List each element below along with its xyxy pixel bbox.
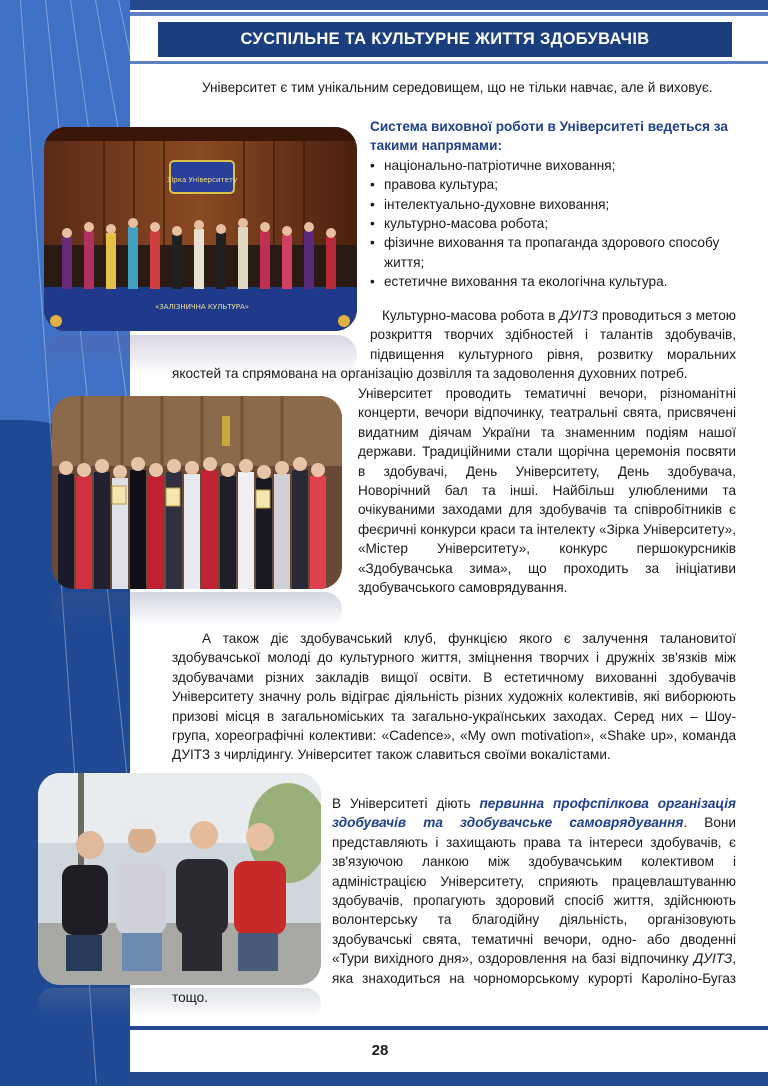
events-paragraph: Університет проводить тематичні вечори, різноманітні концерти, вечори відпочинку, театральні свята, присвячені видатним діячам України та знаменним подіям нашої держави. Традиційними стали щорічна церемонія посвяти в здобувачі, День Університету, День здобувача, Новорічний бал та інші. Найбільш улюбленими та очікуваними заходами для здобувачів та співробітників є феєричні конкурси краси та інтелекту «Зірка Університету», «Містер Університету», конкурс першокурсників «Здобувачська зима», що проходить за ініціативи здобувачського самоврядування. (358, 386, 736, 596)
directions-heading: Система виховної роботи в Університеті ведеться за такими напрямами: (370, 119, 728, 154)
list-item: • фізичне виховання та пропаганда здорового способу життя; (370, 233, 736, 272)
header-stripe-bottom (130, 61, 768, 64)
directions-block (370, 117, 736, 292)
directions-list (370, 156, 736, 292)
list-item: • культурно-масова робота; (370, 214, 736, 233)
union-paragraph: В Університеті діють первинна профспілкова організація здобувачів та здобувачське самоврядування. Вони представляють і захищають права та інтереси здобувачів, є зв'язуючою ланкою між здобувачським колективом і адміністрацією Університету, сприяють працевлаштуванню здобувачів, пропагують здоровий спосіб життя, здійснюють волонтерську та благодійну діяльність, організовують здобувачські свята, тематичні вечори, одно- або дводенні «Тури вихідного дня», оздоровлення на базі відпочинку ДУІТЗ, яка знаходиться на чорноморському курорті Кароліно-Бугаз тощо. (172, 796, 736, 1006)
page-number: 28 (371, 1042, 389, 1059)
list-item: • інтелектуально-духовне виховання; (370, 195, 736, 214)
footer-stripe (130, 1026, 768, 1030)
stage-banner-text: Зірка Університету (166, 176, 238, 184)
header-stripe (130, 0, 768, 10)
page-title: СУСПІЛЬНЕ ТА КУЛЬТУРНЕ ЖИТТЯ ЗДОБУВАЧІВ (240, 30, 650, 48)
club-paragraph: А також діє здобувачський клуб, функцією якого є залучення талановитої здобувачської молоді до культурного життя, зміцнення творчих і дружніх зв'язків між здобувачами різних закладів вищої освіти. В естетичному вихованні здобувачів Університету значну роль відіграє діяльність різних художніх колективів, які виборюють призові місця в загальноміських та загально-українських заходах. Серед них – Шоу-група, хореографічні колективи: «Cadence», «My own motivation», «Shake up», команда ДУІТЗ з чирлідингу. Університет також славиться своїми вокалістами. (172, 631, 736, 763)
list-item: • національно-патріотичне виховання; (370, 156, 736, 175)
header-stripe-thin (130, 12, 768, 16)
list-item: • правова культура; (370, 175, 736, 194)
intro-paragraph: Університет є тим унікальним середовищем, що не тільки навчає, але й виховує. (202, 80, 713, 95)
list-item: • естетичне виховання та екологічна культура. (370, 272, 736, 291)
stage-concert-photo (44, 127, 357, 331)
culture-paragraph: Культурно-масова робота в ДУІТЗ проводиться з метою розкриття творчих здібностей і талантів здобувачів, підвищення культурного рівня, розвитку моральних якостей та спрямована на організацію дозвілля та задоволення духовних потреб. (172, 308, 736, 382)
stage-caption-text: «ЗАЛІЗНИЧНА КУЛЬТУРА» (154, 303, 250, 311)
footer-stripe-bottom (130, 1072, 768, 1086)
